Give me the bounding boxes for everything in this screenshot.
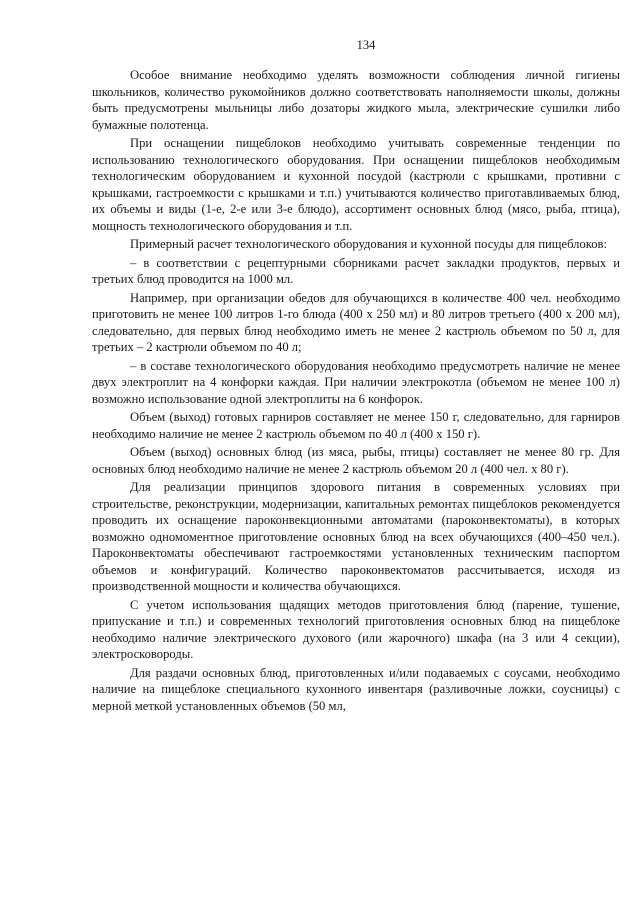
paragraph-serving-inventory: Для раздачи основных блюд, приготовленных и/или подаваемых с соусами, необходимо наличие на пищеблоке специального кухонного инвентаря (разливочные ложки, соусницы) с мерной меткой установленных объемов (50 мл,: [92, 665, 620, 713]
paragraph-example-lunches: Например, при организации обедов для обучающихся в количестве 400 чел. необходимо приготовить не менее 100 литров 1-го блюда (400 х 250 мл) и 80 литров третьего (400 х 200 мл), следовательно, для первых блюд необходимо иметь не менее 2 кастрюль объемом по 50 л, для третьих – 2 кастрюли объемом по 40 л;: [92, 290, 620, 354]
paragraph-gentle-cooking: С учетом использования щадящих методов приготовления блюд (парение, тушение, припускание и т.п.) и современных технологий приготовления основных блюд на пищеблоке необходимо наличие электрического духового (или жарочного) шкафа (на 3 или 4 секции), электросковороды.: [92, 597, 620, 661]
paragraph-recipe-collections: – в соответствии с рецептурными сборниками расчет закладки продуктов, первых и третьих блюд проводится на 1000 мл.: [92, 255, 620, 286]
paragraph-healthy-nutrition: Для реализации принципов здорового питания в современных условиях при строительстве, реконструкции, модернизации, капитальных ремонтах пищеблоков рекомендуется проводить их оснащение пароконвекционными автоматами (пароконвектоматы), в которых возможно одномоментное приготовление основных блюд на всех обучающихся (400–450 чел.). Пароконвектоматы обеспечивают гастроемкостями установленных техническим паспортом объемов и конфигураций. Количество пароконвектоматов рассчитывается, исходя из производственной мощности и количества обучающихся.: [92, 480, 620, 593]
paragraph-hygiene: Особое внимание необходимо уделять возможности соблюдения личной гигиены школьников, количество рукомойников должно соответствовать наполняемости школы, должны быть предусмотрены мыльницы либо дозаторы жидкого мыла, электрические сушилки либо бумажные полотенца.: [92, 68, 620, 132]
paragraph-equipment-trends: При оснащении пищеблоков необходимо учитывать современные тенденции по использованию технологического оборудования. При оснащении пищеблоков необходимым технологическим оборудованием и кухонной посудой (кастрюли с крышками, противни с крышками, гастроемкости с крышками и т.п.) учитываются количество приготавливаемых блюд, их объемы и виды (1-е, 2-е или 3-е блюдо), ассортимент основных блюд (мясо, рыба, птица), мощность технологического оборудования и т.п.: [92, 136, 620, 233]
paragraph-sample-calculation: Примерный расчет технологического оборудования и кухонной посуды для пищеблоков:: [130, 237, 607, 251]
page-number: 134: [356, 38, 376, 52]
paragraph-side-dishes: Объем (выход) готовых гарниров составляет не менее 150 г, следовательно, для гарниров необходимо наличие не менее 2 кастрюль объемом по 40 л (400 х 150 г).: [92, 410, 620, 441]
paragraph-main-dishes: Объем (выход) основных блюд (из мяса, рыбы, птицы) составляет не менее 80 гр. Для основных блюд необходимо наличие не менее 2 кастрюль объемом 20 л (400 чел. х 80 г).: [92, 445, 620, 476]
paragraph-electric-stoves: – в составе технологического оборудования необходимо предусмотреть наличие не менее двух электроплит на 4 конфорки каждая. При наличии электрокотла (объемом не менее 100 л) возможно использование одной электроплиты на 6 конфорок.: [92, 358, 620, 406]
